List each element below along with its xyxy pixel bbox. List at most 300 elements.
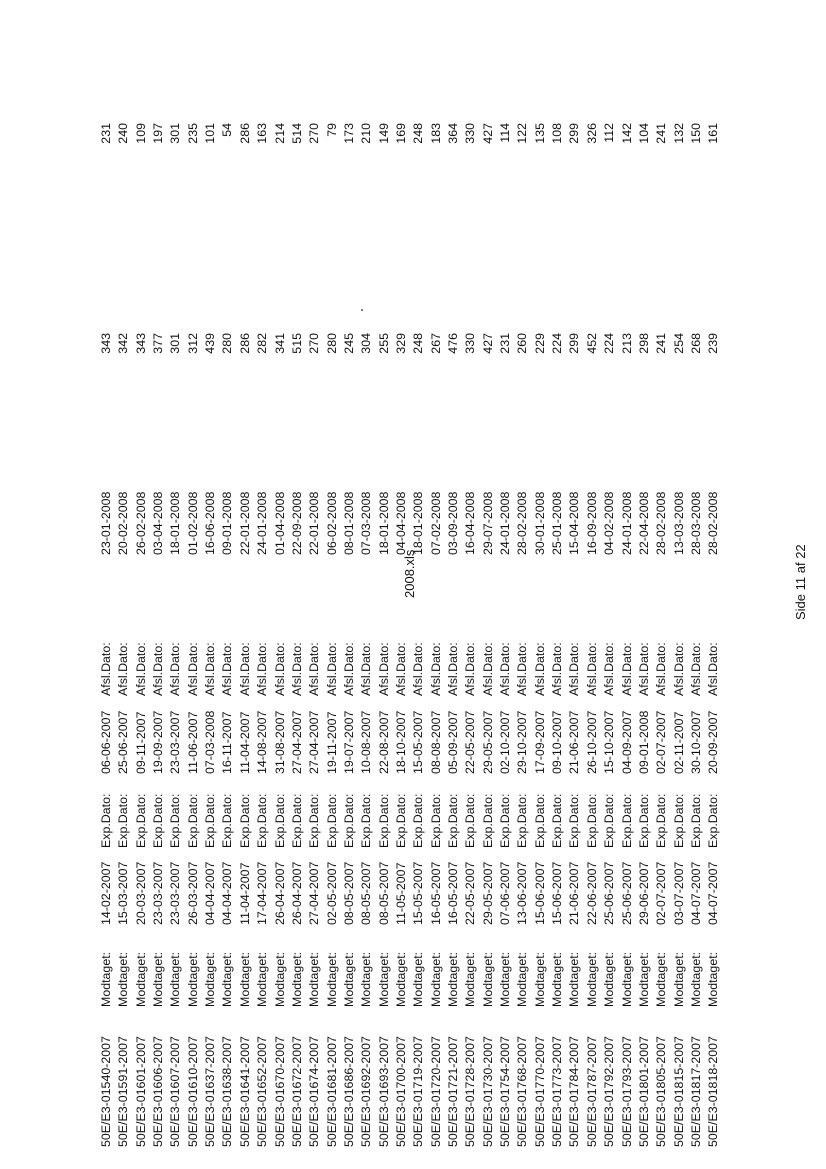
exp-date: 17-09-2007 bbox=[532, 710, 547, 774]
days-total: 301 bbox=[168, 333, 183, 354]
closed-date: 22-01-2008 bbox=[237, 491, 252, 555]
closed-label: Afsl.Dato: bbox=[341, 642, 356, 696]
closed-label: Afsl.Dato: bbox=[116, 642, 131, 696]
case-id: 50E/E3-01773-2007 bbox=[550, 1036, 565, 1147]
days-total: 255 bbox=[376, 333, 391, 354]
days-total: 248 bbox=[411, 333, 426, 354]
exp-label: Exp.Dato: bbox=[307, 793, 322, 848]
exp-label: Exp.Dato: bbox=[203, 793, 218, 848]
days-since-exp: 122 bbox=[515, 123, 530, 144]
days-since-exp: 150 bbox=[688, 123, 703, 144]
case-id: 50E/E3-01607-2007 bbox=[168, 1036, 183, 1147]
exp-label: Exp.Dato: bbox=[237, 793, 252, 848]
received-date: 16-05-2007 bbox=[428, 861, 443, 925]
days-total: 427 bbox=[480, 333, 495, 354]
exp-date: 16-11-2007 bbox=[220, 711, 235, 774]
exp-label: Exp.Dato: bbox=[706, 793, 721, 848]
case-table bbox=[98, 47, 738, 1147]
closed-date: 04-04-2008 bbox=[393, 491, 408, 555]
exp-label: Exp.Dato: bbox=[480, 793, 495, 848]
exp-label: Exp.Dato: bbox=[99, 793, 113, 848]
days-total: 299 bbox=[567, 333, 582, 354]
received-date: 08-05-2007 bbox=[341, 861, 356, 925]
closed-date: 22-01-2008 bbox=[307, 491, 322, 555]
received-date: 08-05-2007 bbox=[376, 861, 391, 925]
closed-date: 18-01-2008 bbox=[411, 491, 426, 555]
days-total: 270 bbox=[307, 333, 322, 354]
days-total: 254 bbox=[671, 333, 686, 354]
case-id: 50E/E3-01641-2007 bbox=[237, 1036, 252, 1147]
received-label: Modtaget: bbox=[324, 951, 339, 1007]
days-total: 452 bbox=[584, 333, 599, 354]
page-footer-number: Side 11 af 22 bbox=[793, 544, 808, 620]
closed-date: 09-01-2008 bbox=[220, 491, 235, 555]
case-id: 50E/E3-01728-2007 bbox=[463, 1036, 478, 1147]
exp-date: 02-07-2007 bbox=[654, 710, 669, 774]
received-label: Modtaget: bbox=[99, 951, 113, 1007]
closed-label: Afsl.Dato: bbox=[688, 642, 703, 696]
exp-label: Exp.Dato: bbox=[289, 793, 304, 848]
case-id: 50E/E3-01784-2007 bbox=[567, 1036, 582, 1147]
received-label: Modtaget: bbox=[185, 951, 200, 1007]
days-since-exp: 108 bbox=[550, 123, 565, 144]
closed-date: 07-03-2008 bbox=[359, 491, 374, 555]
received-date: 29-06-2007 bbox=[636, 861, 651, 925]
closed-date: 24-01-2008 bbox=[498, 491, 513, 555]
days-total: 280 bbox=[220, 333, 235, 354]
exp-date: 08-08-2007 bbox=[428, 710, 443, 774]
days-total: 239 bbox=[706, 333, 721, 354]
exp-date: 04-09-2007 bbox=[619, 710, 634, 774]
received-date: 15-06-2007 bbox=[532, 861, 547, 925]
closed-date: 03-04-2008 bbox=[151, 491, 166, 555]
exp-label: Exp.Dato: bbox=[168, 793, 183, 848]
closed-label: Afsl.Dato: bbox=[237, 642, 252, 696]
closed-date: 24-01-2008 bbox=[619, 491, 634, 555]
received-date: 20-03-2007 bbox=[133, 861, 148, 925]
days-since-exp: 514 bbox=[289, 123, 304, 144]
exp-label: Exp.Dato: bbox=[133, 793, 148, 848]
closed-date: 23-01-2008 bbox=[99, 491, 113, 555]
received-date: 26-03-2007 bbox=[185, 861, 200, 925]
exp-date: 15-10-2007 bbox=[602, 710, 617, 774]
received-date: 04-07-2007 bbox=[688, 861, 703, 925]
days-since-exp: 142 bbox=[619, 123, 634, 144]
case-id: 50E/E3-01540-2007 bbox=[99, 1036, 113, 1147]
days-since-exp: 183 bbox=[428, 123, 443, 144]
closed-label: Afsl.Dato: bbox=[463, 642, 478, 696]
case-id: 50E/E3-01793-2007 bbox=[619, 1036, 634, 1147]
exp-label: Exp.Dato: bbox=[636, 793, 651, 848]
days-since-exp: 101 bbox=[203, 123, 218, 144]
received-label: Modtaget: bbox=[688, 951, 703, 1007]
case-id: 50E/E3-01817-2007 bbox=[688, 1036, 703, 1147]
days-since-exp: 286 bbox=[237, 123, 252, 144]
closed-label: Afsl.Dato: bbox=[636, 642, 651, 696]
received-label: Modtaget: bbox=[116, 951, 131, 1007]
days-total: 224 bbox=[550, 333, 565, 354]
received-date: 15-06-2007 bbox=[550, 861, 565, 925]
received-date: 07-06-2007 bbox=[498, 861, 513, 925]
received-date: 04-07-2007 bbox=[706, 861, 721, 925]
closed-date: 16-09-2008 bbox=[584, 491, 599, 555]
case-id: 50E/E3-01801-2007 bbox=[636, 1036, 651, 1147]
closed-label: Afsl.Dato: bbox=[550, 642, 565, 696]
days-since-exp: 114 bbox=[498, 123, 513, 143]
received-label: Modtaget: bbox=[602, 951, 617, 1007]
exp-date: 06-06-2007 bbox=[99, 710, 113, 774]
exp-date: 22-05-2007 bbox=[463, 710, 478, 774]
received-date: 22-06-2007 bbox=[584, 861, 599, 925]
closed-date: 28-02-2008 bbox=[654, 491, 669, 555]
days-since-exp: 169 bbox=[393, 123, 408, 144]
case-id: 50E/E3-01638-2007 bbox=[220, 1036, 235, 1147]
closed-label: Afsl.Dato: bbox=[99, 642, 113, 696]
received-label: Modtaget: bbox=[463, 951, 478, 1007]
exp-date: 11-04-2007 bbox=[237, 711, 252, 774]
exp-date: 02-11-2007 bbox=[671, 711, 686, 774]
closed-date: 04-02-2008 bbox=[602, 491, 617, 555]
closed-date: 25-01-2008 bbox=[550, 491, 565, 555]
exp-date: 09-10-2007 bbox=[550, 710, 565, 774]
exp-label: Exp.Dato: bbox=[272, 793, 287, 848]
exp-date: 19-09-2007 bbox=[151, 710, 166, 774]
exp-label: Exp.Dato: bbox=[255, 793, 270, 848]
closed-date: 22-09-2008 bbox=[289, 491, 304, 555]
days-total: 342 bbox=[116, 333, 131, 354]
closed-date: 24-01-2008 bbox=[255, 491, 270, 555]
case-id: 50E/E3-01686-2007 bbox=[341, 1036, 356, 1147]
exp-date: 07-03-2008 bbox=[203, 710, 218, 774]
received-date: 27-04-2007 bbox=[307, 861, 322, 925]
closed-label: Afsl.Dato: bbox=[255, 642, 270, 696]
received-label: Modtaget: bbox=[203, 951, 218, 1007]
exp-label: Exp.Dato: bbox=[498, 793, 513, 848]
exp-date: 02-10-2007 bbox=[498, 710, 513, 774]
received-date: 26-04-2007 bbox=[272, 861, 287, 925]
exp-label: Exp.Dato: bbox=[411, 793, 426, 848]
exp-date: 09-01-2008 bbox=[636, 710, 651, 774]
exp-date: 29-10-2007 bbox=[515, 710, 530, 774]
case-id: 50E/E3-01692-2007 bbox=[359, 1036, 374, 1147]
case-id: 50E/E3-01792-2007 bbox=[602, 1036, 617, 1147]
received-label: Modtaget: bbox=[498, 951, 513, 1007]
closed-label: Afsl.Dato: bbox=[654, 642, 669, 696]
closed-date: 20-02-2008 bbox=[116, 491, 131, 555]
closed-date: 28-02-2008 bbox=[706, 491, 721, 555]
days-total: 280 bbox=[324, 333, 339, 354]
case-id: 50E/E3-01700-2007 bbox=[393, 1036, 408, 1147]
exp-date: 29-05-2007 bbox=[480, 710, 495, 774]
received-label: Modtaget: bbox=[706, 951, 721, 1007]
exp-label: Exp.Dato: bbox=[532, 793, 547, 848]
exp-date: 27-04-2007 bbox=[307, 710, 322, 774]
received-date: 02-07-2007 bbox=[654, 861, 669, 925]
case-id: 50E/E3-01805-2007 bbox=[654, 1036, 669, 1147]
case-id: 50E/E3-01720-2007 bbox=[428, 1036, 443, 1147]
days-since-exp: 210 bbox=[359, 123, 374, 144]
days-since-exp: 248 bbox=[411, 123, 426, 144]
days-since-exp: 241 bbox=[654, 123, 669, 144]
closed-label: Afsl.Dato: bbox=[133, 642, 148, 696]
days-total: 213 bbox=[619, 333, 634, 354]
closed-label: Afsl.Dato: bbox=[203, 642, 218, 696]
days-since-exp: 231 bbox=[99, 123, 113, 144]
exp-label: Exp.Dato: bbox=[376, 793, 391, 848]
days-since-exp: 161 bbox=[706, 123, 721, 144]
case-id: 50E/E3-01818-2007 bbox=[706, 1036, 721, 1147]
received-label: Modtaget: bbox=[671, 951, 686, 1007]
exp-label: Exp.Dato: bbox=[567, 793, 582, 848]
exp-label: Exp.Dato: bbox=[602, 793, 617, 848]
received-label: Modtaget: bbox=[307, 951, 322, 1007]
case-id: 50E/E3-01591-2007 bbox=[116, 1036, 131, 1147]
received-label: Modtaget: bbox=[272, 951, 287, 1007]
closed-date: 28-02-2008 bbox=[515, 491, 530, 555]
days-total: 377 bbox=[151, 333, 166, 354]
case-id: 50E/E3-01787-2007 bbox=[584, 1036, 599, 1147]
received-date: 22-05-2007 bbox=[463, 861, 478, 925]
case-id: 50E/E3-01770-2007 bbox=[532, 1036, 547, 1147]
received-label: Modtaget: bbox=[515, 951, 530, 1007]
closed-label: Afsl.Dato: bbox=[324, 642, 339, 696]
days-since-exp: 132 bbox=[671, 123, 686, 144]
closed-date: 13-03-2008 bbox=[671, 491, 686, 555]
received-date: 29-05-2007 bbox=[480, 861, 495, 925]
exp-date: 19-11-2007 bbox=[324, 711, 339, 774]
closed-label: Afsl.Dato: bbox=[376, 642, 391, 696]
days-since-exp: 270 bbox=[307, 123, 322, 144]
received-date: 08-05-2007 bbox=[359, 861, 374, 925]
closed-label: Afsl.Dato: bbox=[671, 642, 686, 696]
received-date: 02-05-2007 bbox=[324, 861, 339, 925]
received-date: 23-03-2007 bbox=[151, 861, 166, 925]
received-label: Modtaget: bbox=[341, 951, 356, 1007]
days-since-exp: 135 bbox=[532, 123, 547, 144]
received-label: Modtaget: bbox=[289, 951, 304, 1007]
days-since-exp: 163 bbox=[255, 123, 270, 144]
exp-date: 30-10-2007 bbox=[688, 710, 703, 774]
received-date: 15-05-2007 bbox=[411, 861, 426, 925]
exp-label: Exp.Dato: bbox=[515, 793, 530, 848]
exp-date: 21-06-2007 bbox=[567, 710, 582, 774]
closed-label: Afsl.Dato: bbox=[706, 642, 721, 696]
days-total: 229 bbox=[532, 333, 547, 354]
received-label: Modtaget: bbox=[480, 951, 495, 1007]
exp-label: Exp.Dato: bbox=[116, 793, 131, 848]
received-label: Modtaget: bbox=[532, 951, 547, 1007]
closed-label: Afsl.Dato: bbox=[272, 642, 287, 696]
days-since-exp: 330 bbox=[463, 123, 478, 144]
days-total: 312 bbox=[185, 333, 200, 354]
days-total: 330 bbox=[463, 333, 478, 354]
closed-label: Afsl.Dato: bbox=[619, 642, 634, 696]
exp-date: 27-04-2007 bbox=[289, 710, 304, 774]
days-total: 329 bbox=[393, 333, 408, 354]
days-total: 267 bbox=[428, 333, 443, 354]
closed-date: 03-09-2008 bbox=[446, 491, 460, 555]
received-label: Modtaget: bbox=[151, 951, 166, 1007]
days-total: 304 bbox=[359, 333, 374, 354]
closed-label: Afsl.Dato: bbox=[168, 642, 183, 696]
closed-label: Afsl.Dato: bbox=[515, 642, 530, 696]
exp-label: Exp.Dato: bbox=[619, 793, 634, 848]
exp-date: 20-09-2007 bbox=[706, 710, 721, 774]
closed-date: 16-06-2008 bbox=[203, 491, 218, 555]
closed-date: 18-01-2008 bbox=[376, 491, 391, 555]
exp-date: 19-07-2007 bbox=[341, 710, 356, 774]
case-id: 50E/E3-01681-2007 bbox=[324, 1036, 339, 1147]
received-label: Modtaget: bbox=[237, 951, 252, 1007]
closed-date: 01-02-2008 bbox=[185, 491, 200, 555]
days-total: 224 bbox=[602, 333, 617, 354]
days-total: 439 bbox=[203, 333, 218, 354]
case-id: 50E/E3-01674-2007 bbox=[307, 1036, 322, 1147]
received-date: 16-05-2007 bbox=[446, 861, 460, 925]
days-total: 476 bbox=[446, 333, 460, 354]
received-label: Modtaget: bbox=[393, 951, 408, 1007]
exp-label: Exp.Dato: bbox=[550, 793, 565, 848]
received-date: 25-06-2007 bbox=[602, 861, 617, 925]
closed-label: Afsl.Dato: bbox=[411, 642, 426, 696]
received-label: Modtaget: bbox=[567, 951, 582, 1007]
received-label: Modtaget: bbox=[446, 951, 460, 1007]
closed-date: 16-04-2008 bbox=[463, 491, 478, 555]
exp-label: Exp.Dato: bbox=[324, 793, 339, 848]
case-id: 50E/E3-01610-2007 bbox=[185, 1036, 200, 1147]
received-date: 04-04-2007 bbox=[220, 861, 235, 925]
case-id: 50E/E3-01730-2007 bbox=[480, 1036, 495, 1147]
closed-label: Afsl.Dato: bbox=[220, 642, 235, 696]
days-since-exp: 173 bbox=[341, 123, 356, 144]
days-since-exp: 104 bbox=[636, 123, 651, 144]
days-total: 245 bbox=[341, 333, 356, 354]
received-label: Modtaget: bbox=[428, 951, 443, 1007]
received-date: 11-04-2007 bbox=[237, 862, 252, 925]
closed-label: Afsl.Dato: bbox=[289, 642, 304, 696]
days-since-exp: 301 bbox=[168, 123, 183, 144]
received-label: Modtaget: bbox=[168, 951, 183, 1007]
closed-label: Afsl.Dato: bbox=[428, 642, 443, 696]
days-total: 282 bbox=[255, 333, 270, 354]
days-total: 298 bbox=[636, 333, 651, 354]
received-label: Modtaget: bbox=[550, 951, 565, 1007]
case-id: 50E/E3-01754-2007 bbox=[498, 1036, 513, 1147]
case-id: 50E/E3-01693-2007 bbox=[376, 1036, 391, 1147]
received-label: Modtaget: bbox=[654, 951, 669, 1007]
exp-date: 11-06-2007 bbox=[185, 711, 200, 774]
days-since-exp: 149 bbox=[376, 123, 391, 144]
received-date: 23-03-2007 bbox=[168, 861, 183, 925]
days-since-exp: 112 bbox=[602, 123, 617, 143]
closed-label: Afsl.Dato: bbox=[567, 642, 582, 696]
exp-date: 23-03-2007 bbox=[168, 710, 183, 774]
received-date: 13-06-2007 bbox=[515, 861, 530, 925]
exp-label: Exp.Dato: bbox=[428, 793, 443, 848]
days-since-exp: 427 bbox=[480, 123, 495, 144]
closed-label: Afsl.Dato: bbox=[393, 642, 408, 696]
days-total: 268 bbox=[688, 333, 703, 354]
closed-label: Afsl.Dato: bbox=[532, 642, 547, 696]
case-id: 50E/E3-01670-2007 bbox=[272, 1036, 287, 1147]
closed-date: 18-01-2008 bbox=[168, 491, 183, 555]
exp-label: Exp.Dato: bbox=[185, 793, 200, 848]
page-header-filename: 2008.xls bbox=[402, 549, 417, 598]
exp-date: 05-09-2007 bbox=[446, 710, 460, 774]
closed-label: Afsl.Dato: bbox=[359, 642, 374, 696]
exp-label: Exp.Dato: bbox=[359, 793, 374, 848]
exp-date: 10-08-2007 bbox=[359, 710, 374, 774]
closed-label: Afsl.Dato: bbox=[151, 642, 166, 696]
exp-date: 22-08-2007 bbox=[376, 710, 391, 774]
exp-label: Exp.Dato: bbox=[446, 793, 460, 848]
days-since-exp: 197 bbox=[151, 123, 166, 144]
closed-date: 08-01-2008 bbox=[341, 491, 356, 555]
received-label: Modtaget: bbox=[619, 951, 634, 1007]
received-date: 03-07-2007 bbox=[671, 861, 686, 925]
received-label: Modtaget: bbox=[255, 951, 270, 1007]
closed-date: 06-02-2008 bbox=[324, 491, 339, 555]
exp-label: Exp.Dato: bbox=[671, 793, 686, 848]
closed-date: 30-01-2008 bbox=[532, 491, 547, 555]
days-since-exp: 54 bbox=[220, 123, 235, 137]
exp-label: Exp.Dato: bbox=[688, 793, 703, 848]
received-label: Modtaget: bbox=[220, 951, 235, 1007]
closed-label: Afsl.Dato: bbox=[480, 642, 495, 696]
closed-label: Afsl.Dato: bbox=[446, 642, 460, 696]
exp-date: 25-06-2007 bbox=[116, 710, 131, 774]
received-label: Modtaget: bbox=[133, 951, 148, 1007]
closed-label: Afsl.Dato: bbox=[185, 642, 200, 696]
received-date: 14-02-2007 bbox=[99, 861, 113, 925]
exp-label: Exp.Dato: bbox=[463, 793, 478, 848]
received-label: Modtaget: bbox=[584, 951, 599, 1007]
closed-date: 07-02-2008 bbox=[428, 491, 443, 555]
case-id: 50E/E3-01601-2007 bbox=[133, 1036, 148, 1147]
closed-date: 22-04-2008 bbox=[636, 491, 651, 555]
days-since-exp: 299 bbox=[567, 123, 582, 144]
case-id: 50E/E3-01768-2007 bbox=[515, 1036, 530, 1147]
case-id: 50E/E3-01721-2007 bbox=[446, 1036, 460, 1147]
received-date: 17-04-2007 bbox=[255, 861, 270, 925]
received-date: 15-03-2007 bbox=[116, 861, 131, 925]
days-since-exp: 109 bbox=[133, 123, 148, 144]
case-id: 50E/E3-01637-2007 bbox=[203, 1036, 218, 1147]
received-label: Modtaget: bbox=[411, 951, 426, 1007]
days-total: 341 bbox=[272, 333, 287, 354]
days-since-exp: 364 bbox=[446, 123, 460, 144]
case-id: 50E/E3-01815-2007 bbox=[671, 1036, 686, 1147]
closed-label: Afsl.Dato: bbox=[584, 642, 599, 696]
exp-label: Exp.Dato: bbox=[151, 793, 166, 848]
received-date: 11-05-2007 bbox=[393, 862, 408, 925]
closed-label: Afsl.Dato: bbox=[498, 642, 513, 696]
case-id: 50E/E3-01652-2007 bbox=[255, 1036, 270, 1147]
days-since-exp: 240 bbox=[116, 123, 131, 144]
received-date: 21-06-2007 bbox=[567, 861, 582, 925]
days-since-exp: 235 bbox=[185, 123, 200, 144]
days-total: 515 bbox=[289, 333, 304, 354]
exp-date: 26-10-2007 bbox=[584, 710, 599, 774]
received-label: Modtaget: bbox=[359, 951, 374, 1007]
days-total: 343 bbox=[133, 333, 148, 354]
exp-date: 15-05-2007 bbox=[411, 710, 426, 774]
days-total: 260 bbox=[515, 333, 530, 354]
exp-date: 09-11-2007 bbox=[133, 711, 148, 774]
received-date: 26-04-2007 bbox=[289, 861, 304, 925]
case-id: 50E/E3-01606-2007 bbox=[151, 1036, 166, 1147]
exp-date: 14-08-2007 bbox=[255, 710, 270, 774]
